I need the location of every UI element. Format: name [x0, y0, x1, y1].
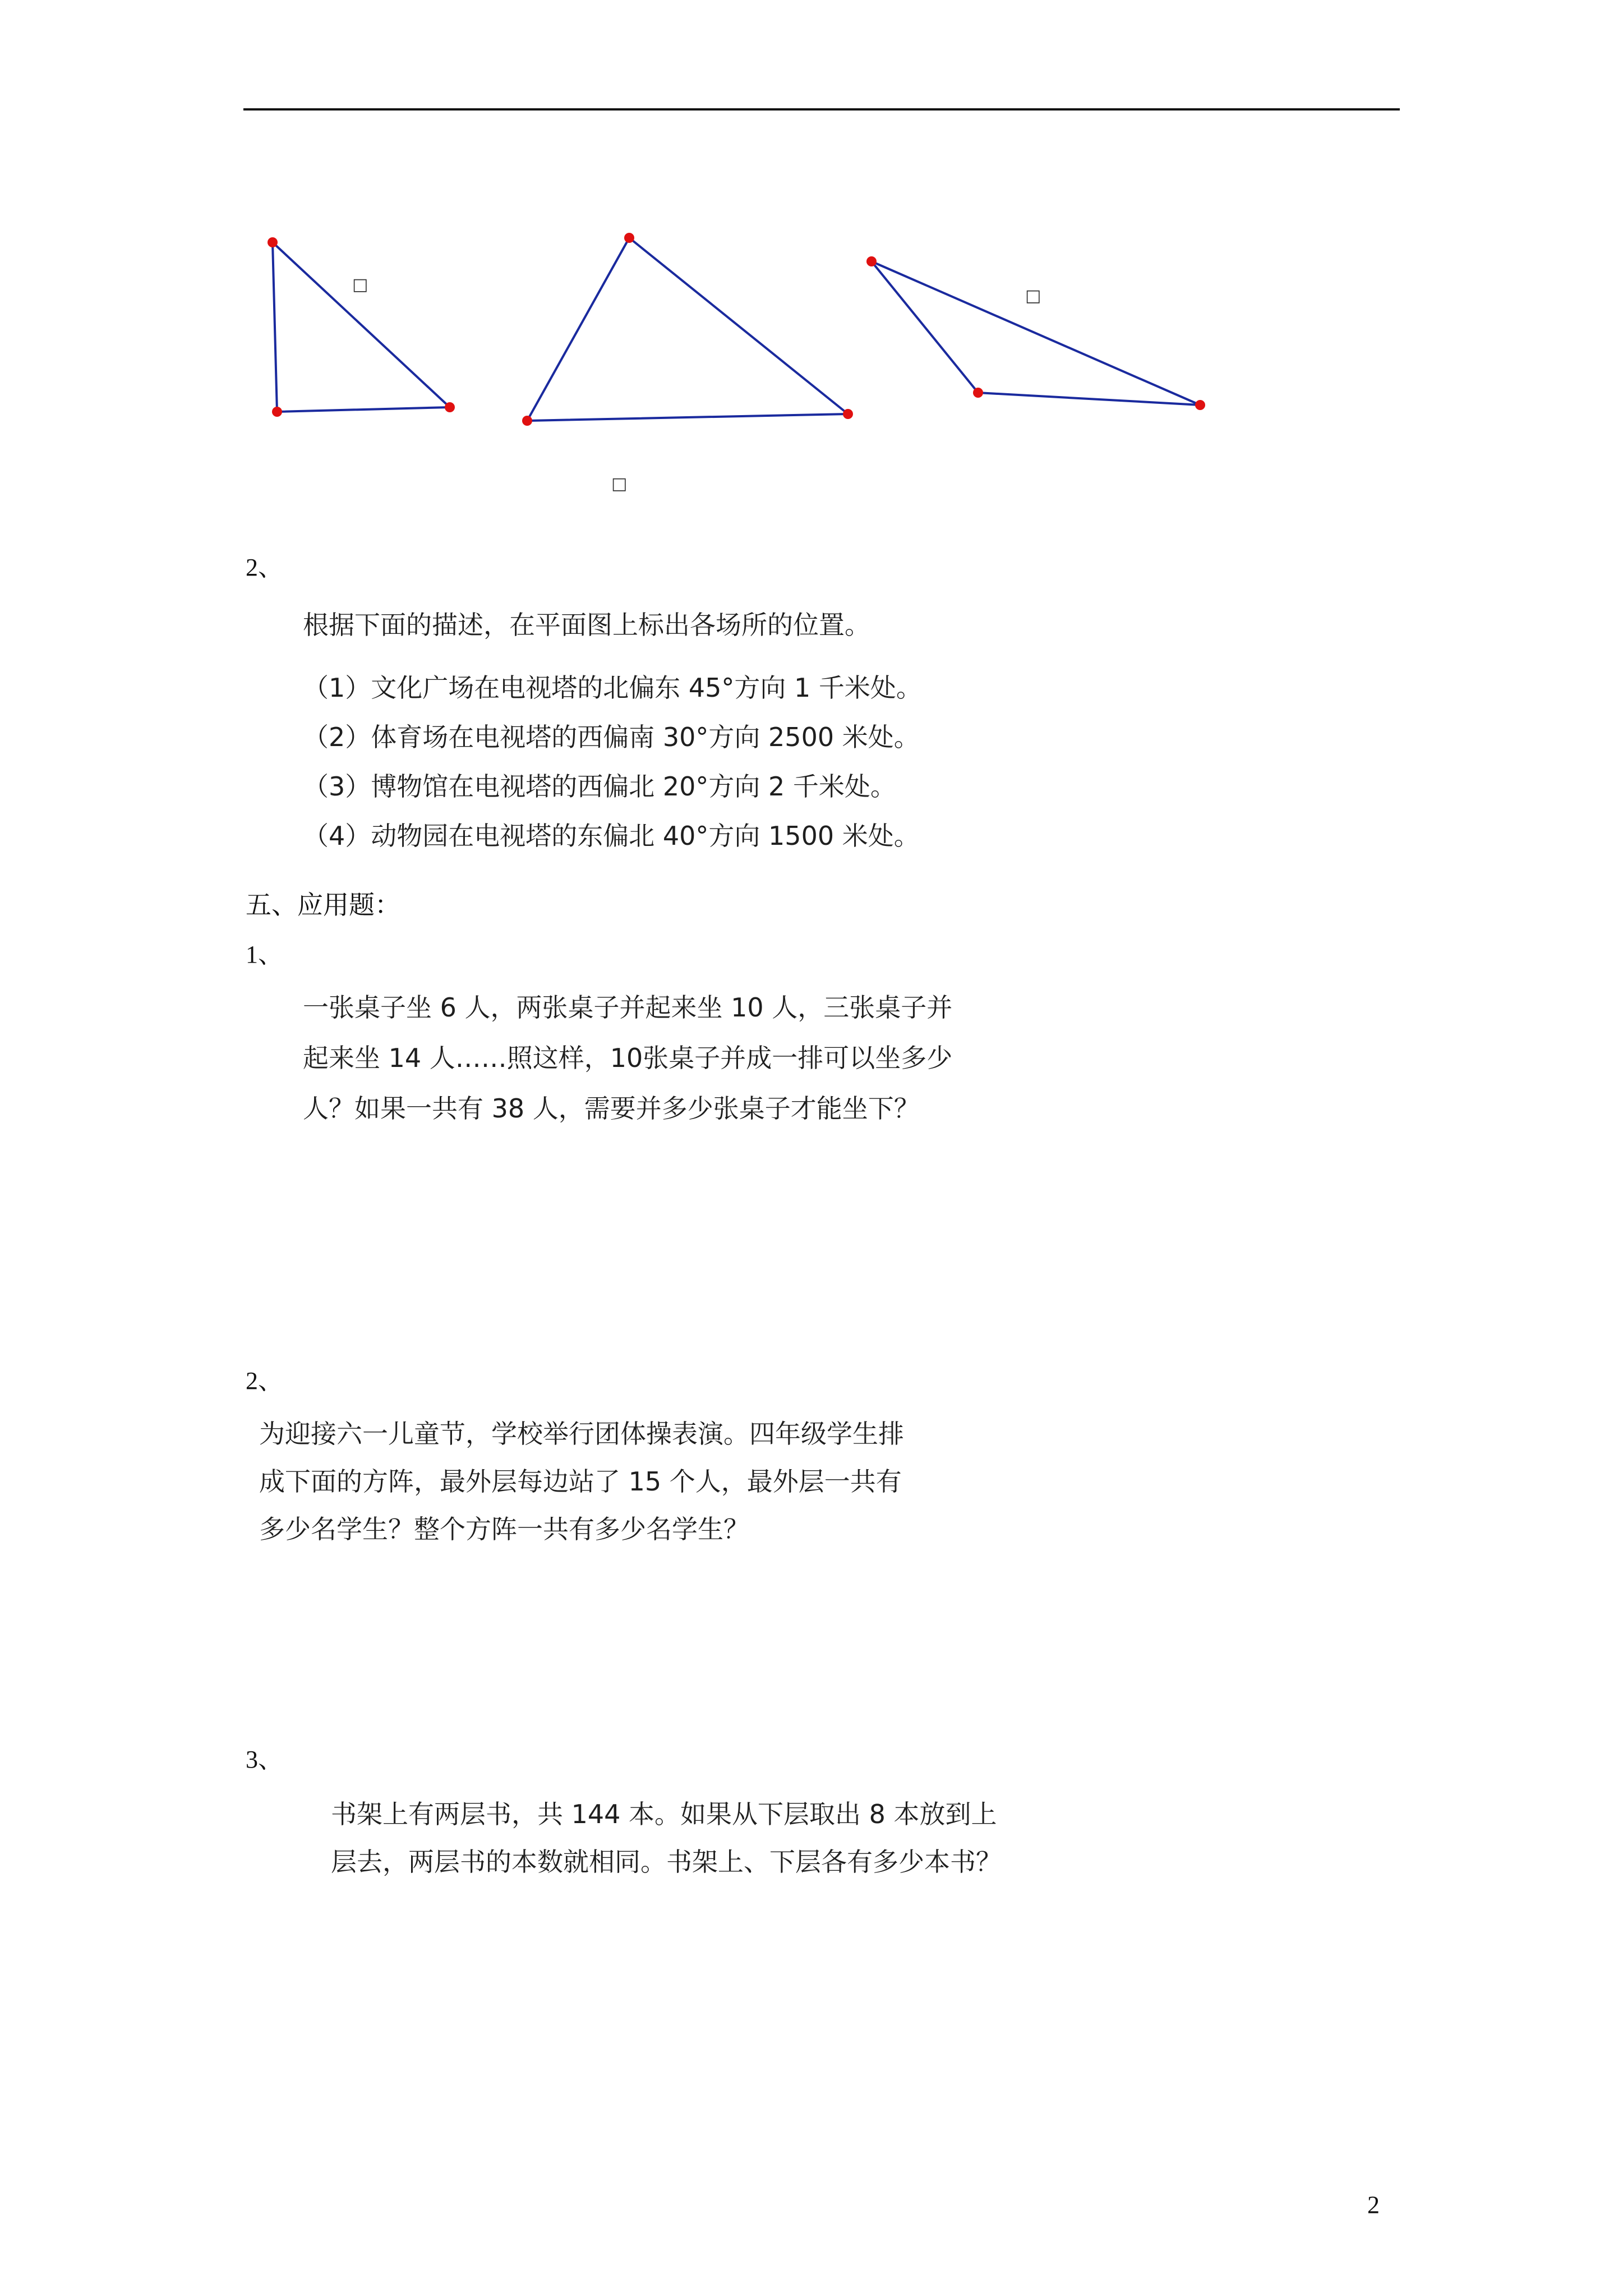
triangle-vertex	[1195, 400, 1205, 410]
triangle-1	[273, 242, 450, 412]
list-item: （4）动物园在电视塔的东偏北 40°方向 1500 米处。	[303, 821, 920, 851]
section-title: 五、应用题：	[246, 890, 400, 920]
question-line: 一张桌子坐 6 人，两张桌子并起来坐 10 人，三张桌子并	[303, 992, 953, 1023]
question-number: 2、	[246, 554, 283, 581]
triangles-figure	[0, 0, 1623, 561]
question-line: 成下面的方阵，最外层每边站了 15 个人，最外层一共有	[259, 1466, 902, 1497]
question-number: 2、	[246, 1367, 283, 1395]
question-line: 多少名学生？整个方阵一共有多少名学生？	[259, 1514, 749, 1544]
question-line: 书架上有两层书，共 144 本。如果从下层取出 8 本放到上	[331, 1799, 997, 1829]
triangle-vertex	[973, 388, 983, 398]
triangle-3	[872, 261, 1200, 405]
triangle-vertex	[445, 402, 455, 412]
triangle-vertex	[522, 416, 532, 426]
page-number: 2	[1367, 2191, 1380, 2219]
question-line: 层去，两层书的本数就相同。书架上、下层各有多少本书？	[331, 1847, 1002, 1877]
box-label-2: □	[1025, 286, 1041, 306]
list-item: （3）博物馆在电视塔的西偏北 20°方向 2 千米处。	[303, 771, 896, 802]
triangle-vertex	[624, 233, 634, 243]
question-line: 起来坐 14 人……照这样，10张桌子并成一排可以坐多少	[303, 1043, 953, 1073]
triangle-vertex	[843, 409, 853, 419]
question-line: 人？如果一共有 38 人，需要并多少张桌子才能坐下？	[303, 1093, 920, 1124]
question-number: 3、	[246, 1746, 283, 1773]
triangle-vertex	[866, 256, 877, 266]
triangle-2	[527, 238, 848, 421]
box-label-1: □	[352, 275, 368, 295]
triangle-vertex	[268, 237, 278, 247]
list-item: （2）体育场在电视塔的西偏南 30°方向 2500 米处。	[303, 722, 920, 752]
list-item: （1）文化广场在电视塔的北偏东 45°方向 1 千米处。	[303, 673, 922, 703]
box-label-3: □	[611, 474, 628, 494]
question-line: 为迎接六一儿童节，学校举行团体操表演。四年级学生排	[259, 1419, 904, 1449]
question-number: 1、	[246, 941, 283, 968]
triangle-vertex	[272, 407, 282, 417]
question-intro: 根据下面的描述，在平面图上标出各场所的位置。	[303, 610, 870, 640]
